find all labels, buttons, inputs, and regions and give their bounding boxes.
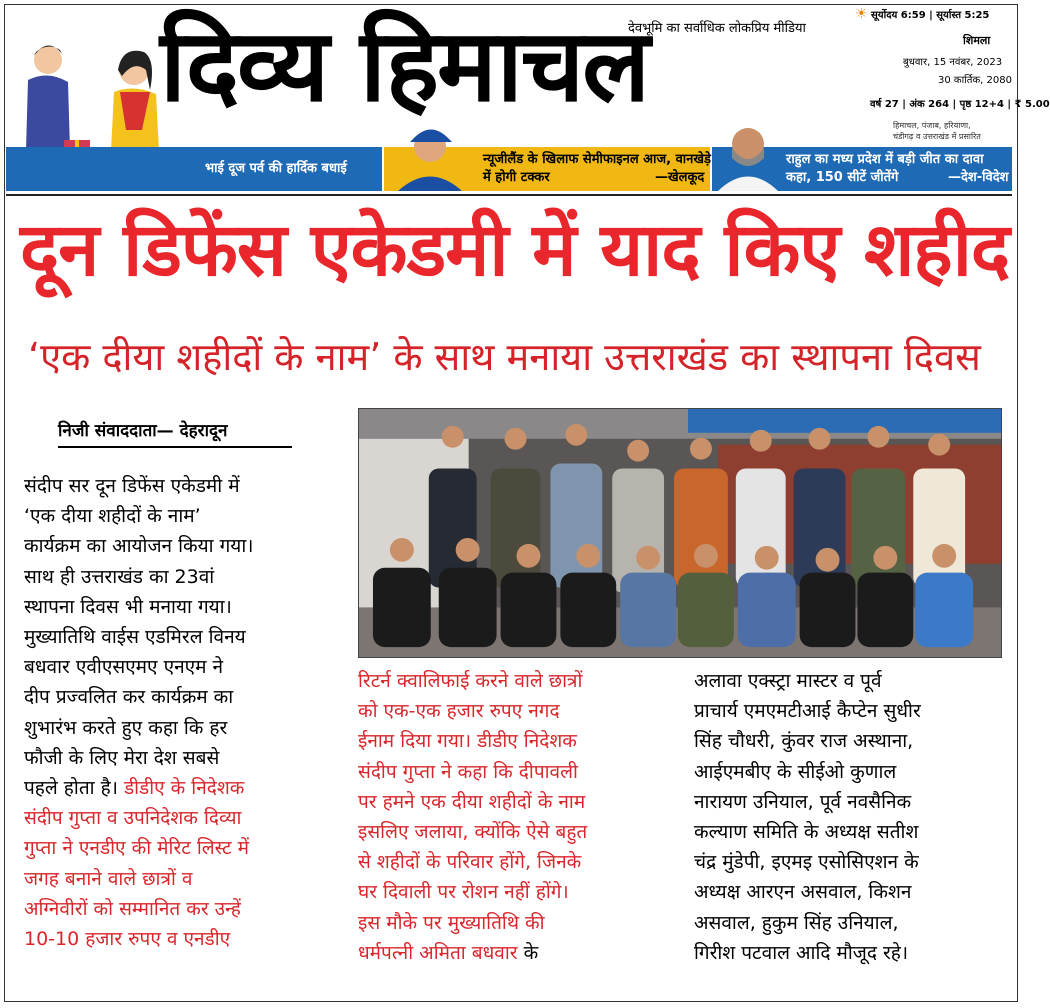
politics-teaser-line1: राहुल का मध्य प्रदेश में बड़ी जीत का दावा (786, 152, 984, 167)
sunset-time: सूर्यास्त 5:25 (936, 10, 990, 21)
cricketer-photo (390, 118, 470, 191)
text-line: संदीप गुप्ता व उपनिदेशक दिव्या (24, 807, 242, 830)
text-line: से शहीदों के परिवार होंगे, जिनके (358, 851, 582, 874)
text-line: संदीप सर दून डिफेंस एकेडमी में (24, 475, 240, 497)
text-line: कार्यक्रम का आयोजन किया गया। (24, 535, 254, 558)
text-line: ‘एक दीया शहीदों के नाम’ (24, 505, 201, 528)
text-line-mixed: पहले होता है। डीडीए के निदेशक (24, 777, 245, 800)
edition-date: बुधवार, 15 नवंबर, 2023 (903, 57, 1003, 68)
hindu-date: 30 कार्तिक, 2080 (938, 75, 1012, 86)
politics-teaser-line2: कहा, 150 सीटें जीतेंगे (786, 170, 899, 185)
text-line: आईएमबीए के सीईओ कुणाल (694, 760, 897, 783)
text-line: गुप्ता ने एनडीए की मेरिट लिस्ट में (24, 837, 250, 860)
edition-info: वर्ष 27 | अंक 264 | पृष्ठ 12+4 | ₹ 5.00 (870, 99, 1050, 110)
text-line: जगह बनाने वाले छात्रों व (24, 867, 193, 890)
greeting-text: भाई दूज पर्व की हार्दिक बधाई (205, 161, 347, 176)
text-line: साथ ही उत्तराखंड का 23वां (24, 565, 215, 588)
article-byline: निजी संवाददाता— देहरादून (58, 421, 228, 441)
text-line: इस मौके पर मुख्यातिथि की (358, 911, 545, 934)
text-line: मुख्यातिथि वाईस एडमिरल विनय (24, 626, 246, 649)
text-line: बधवार एवीएसएमए एनएम ने (24, 656, 224, 679)
text-line: शुभारंभ करते हुए कहा कि हर (24, 716, 228, 739)
text-line: पर हमने एक दीया शहीदों के नाम (358, 790, 586, 813)
cricket-section: —खेलकूद (655, 170, 705, 185)
text-line: कल्याण समिति के अध्यक्ष सतीश (694, 821, 919, 844)
text-line: इसलिए जलाया, क्योंकि ऐसे बहुत (358, 821, 588, 844)
article-headline: दून डिफेंस एकेडमी में याद किए शहीद (20, 207, 1010, 293)
text-line: को एक-एक हजार रुपए नगद (358, 700, 560, 723)
text-line: ईनाम दिया गया। डीडीए निदेशक (358, 730, 577, 753)
text-line: स्थापना दिवस भी मनाया गया। (24, 595, 232, 618)
edition-city: शिमला (963, 34, 991, 47)
circulation-regions: हिमाचल, पंजाब, हरियाणा, चंडीगढ़ व उत्तराखंड में प्रसारित (893, 121, 981, 141)
text-line: रिटर्न क्वालिफाई करने वाले छात्रों (358, 670, 583, 692)
text-line: प्राचार्य एमएमटीआई कैप्टेन सुधीर (694, 700, 921, 723)
text-line: गिरीश पटवाल आदि मौजूद रहे। (694, 941, 909, 964)
article-column-2 (358, 666, 684, 968)
text-line: चंद्र मुंडेपी, इएमइ एसोसिएशन के (694, 851, 919, 874)
text-line: 10-10 हजार रुपए व एनडीए (24, 928, 231, 951)
text-line: अध्यक्ष आरएन असवाल, किशन (694, 881, 912, 904)
newspaper-logo: दिव्य हिमाचल (160, 6, 649, 124)
article-subhead: ‘एक दीया शहीदों के नाम’ के साथ मनाया उत्तराखंड का स्थापना दिवस (28, 335, 981, 379)
sun-times: ☀ सूर्योदय 6:59 | सूर्यास्त 5:25 (855, 6, 990, 22)
text-line: सिंह चौधरी, कुंवर राज अस्थाना, (694, 730, 914, 753)
sunrise-time: सूर्योदय 6:59 (871, 10, 926, 21)
masthead-divider (6, 194, 1012, 196)
text-line: अग्निवीरों को सम्मानित कर उन्हें (24, 897, 241, 920)
politician-photo (714, 118, 782, 191)
text-line: फौजी के लिए मेरा देश सबसे (24, 746, 220, 769)
byline-underline (58, 446, 292, 448)
text-line: अलावा एक्स्ट्रा मास्टर व पूर्व (694, 670, 882, 692)
cricket-teaser-line2: में होगी टक्कर (483, 170, 550, 185)
text-line: संदीप गुप्ता ने कहा कि दीपावली (358, 760, 578, 783)
text-line: नारायण उनियाल, पूर्व नवसैनिक (694, 790, 912, 813)
text-line: दीप प्रज्वलित कर कार्यक्रम का (24, 686, 234, 709)
text-line: असवाल, हुकुम सिंह उनियाल, (694, 911, 899, 934)
text-line-mixed: धर्मपत्नी अमिता बधवार के (358, 941, 539, 964)
article-column-3 (694, 666, 1004, 968)
article-column-1 (24, 471, 334, 954)
politics-section: —देश-विदेश (948, 170, 1009, 185)
event-group-photo (358, 408, 1002, 658)
cricket-teaser-line1: न्यूजीलैंड के खिलाफ सेमीफाइनल आज, वानखेड़े (483, 152, 711, 167)
masthead-tagline: देवभूमि का सर्वाधिक लोकप्रिय मीडिया (628, 21, 806, 36)
sun-icon: ☀ (855, 6, 868, 22)
text-line: घर दिवाली पर रोशन नहीं होंगे। (358, 881, 569, 904)
